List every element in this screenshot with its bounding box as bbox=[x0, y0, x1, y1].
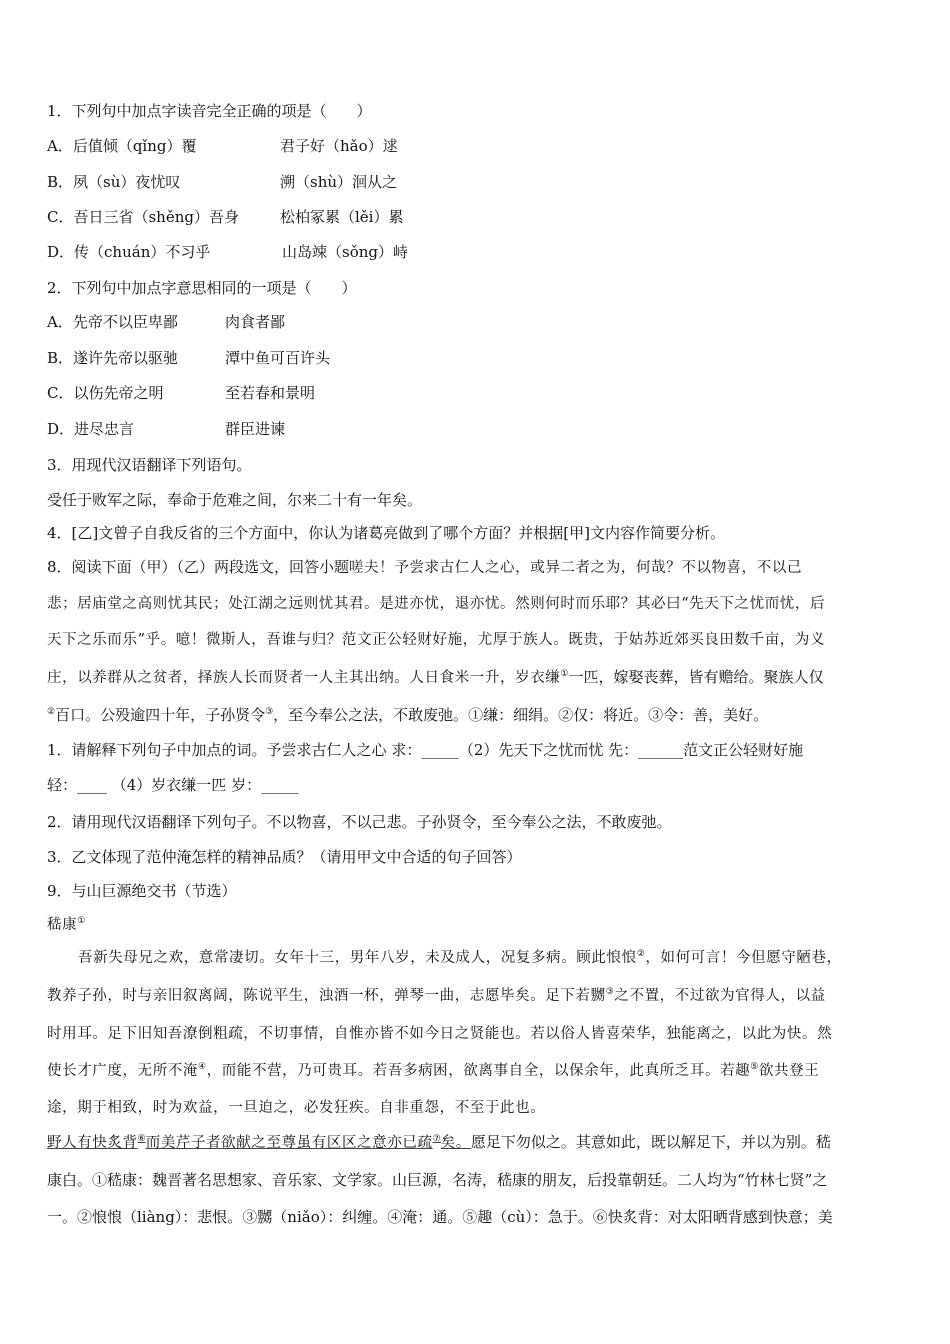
option-label: C．以伤先帝之明 bbox=[47, 384, 164, 402]
passage-text: 吾新失母兄之欢，意常凄切。女年十三，男年八岁，未及成人，况复多病。顾此悢悢 bbox=[78, 950, 637, 966]
option-label: B．遂许先帝以驱驰 bbox=[47, 349, 179, 367]
q8-intro-line bbox=[47, 555, 802, 580]
footnote-marker: ③ bbox=[605, 987, 615, 998]
option-right: 山岛竦（sǒng）峙 bbox=[282, 243, 408, 261]
passage-text: 愿足下勿似之。其意如此，既以解足下，并以为别。嵇 bbox=[470, 1133, 831, 1151]
footnote-marker: ① bbox=[77, 916, 86, 927]
q1-option-b bbox=[47, 170, 398, 194]
passage-line: 途，期于相致，时为欢益，一旦迫之，必发狂疾。自非重怨，不至于此也。 bbox=[47, 1100, 546, 1116]
option-right: 至若春和景明 bbox=[225, 384, 316, 402]
underlined-text: 矣。 bbox=[440, 1135, 471, 1151]
q2-option-c bbox=[47, 381, 316, 405]
passage-text: 庄，以养群从之贫者，择族人长而贤者一人主其出纳。人日食米一升，岁衣缣 bbox=[47, 670, 561, 686]
author-name: 嵇康 bbox=[47, 917, 78, 933]
passage-line: 嗟夫！予尝求古仁人之心，或异二者之为，何哉？不以物喜，不以己 bbox=[349, 560, 803, 576]
option-right: 群臣进谏 bbox=[225, 420, 286, 438]
passage-text: 使长才广度，无所不淹 bbox=[47, 1063, 198, 1079]
q2-stem: 2．下列句中加点字意思相同的一项是（ ） bbox=[47, 279, 357, 297]
q8-intro: 8．阅读下面（甲）（乙）两段选文，回答小题 bbox=[47, 558, 350, 576]
passage-text: 百口。公殁逾四十年，子孙贤令 bbox=[55, 706, 266, 724]
passage-text: 欲共登王 bbox=[758, 1063, 820, 1079]
footnote-marker: ② bbox=[636, 949, 646, 960]
q9-author bbox=[47, 913, 86, 937]
underlined-text: 而美芹子者欲献之至尊虽有区区之意亦已疏 bbox=[145, 1135, 433, 1151]
option-label: D．进尽忠言 bbox=[47, 420, 135, 438]
option-label: D．传（chuán）不习乎 bbox=[47, 243, 211, 261]
q2-option-b bbox=[47, 346, 331, 370]
passage-text: 教养子孙，时与亲旧叙离阔，陈说平生，浊酒一杯，弹琴一曲，志愿毕矣。足下若嬲 bbox=[47, 988, 606, 1004]
passage-text: ，至今奉公之法，不敢废弛。①缣：细绢。②仅：将近。③令：善，美好。 bbox=[273, 706, 769, 724]
q4-stem: 4．[乙]文曾子自我反省的三个方面中，你认为诸葛亮做到了哪个方面？并根据[甲]文内容作简要分析。 bbox=[47, 524, 725, 542]
option-right: 君子好（hǎo）逑 bbox=[280, 137, 398, 155]
passage-line: 天下之乐而乐”乎。噫！微斯人，吾谁与归？范文正公轻财好施，尤厚于族人。既贵，于姑苏近郊买良田数千亩，为义 bbox=[47, 632, 826, 648]
option-right: 肉食者鄙 bbox=[225, 313, 286, 331]
q8-sub3: 3．乙文体现了范仲淹怎样的精神品质？（请用甲文中合适的句子回答） bbox=[47, 848, 522, 866]
q3-stem: 3．用现代汉语翻译下列语句。 bbox=[47, 456, 252, 474]
footnote-marker: ④ bbox=[198, 1062, 207, 1073]
option-label: C．吾日三省（shěng）吾身 bbox=[47, 208, 239, 226]
passage-line bbox=[78, 946, 842, 970]
footnote-marker: ⑥ bbox=[137, 1134, 146, 1144]
footnote-line: 一。②悢悢（liàng）：悲恨。③嬲（niǎo）：纠缠。④淹：通。⑤趣（cù）：急于。⑥快炙背：对太阳晒背感到快意；美 bbox=[47, 1208, 833, 1226]
option-label: A．先帝不以臣卑鄙 bbox=[47, 313, 178, 331]
footnote-marker: ② bbox=[47, 707, 56, 717]
option-label: A．后值倾（qǐng）覆 bbox=[47, 137, 197, 155]
q2-option-a bbox=[47, 310, 286, 334]
q9-title: 9．与山巨源绝交书（节选） bbox=[47, 882, 237, 900]
q3-sentence: 受任于败军之际，奉命于危难之间，尔来二十有一年矣。 bbox=[47, 491, 423, 509]
option-right: 松柏冢累（lěi）累 bbox=[280, 208, 404, 226]
passage-text: 之不置，不过欲为官得人，以益 bbox=[614, 988, 826, 1004]
q8-sub1-cont: 轻：____ （4）岁衣缣一匹 岁：_____ bbox=[47, 776, 299, 794]
passage-text: 一匹，嫁娶丧葬，皆有赡给。聚族人仅 bbox=[568, 668, 824, 686]
option-right: 溯（shù）洄从之 bbox=[280, 173, 398, 191]
option-label: B．夙（sù）夜忧叹 bbox=[47, 173, 181, 191]
q1-stem: 1．下列句中加点字读音完全正确的项是（ ） bbox=[47, 102, 372, 120]
footnote-line: 康白。①嵇康：魏晋著名思想家、音乐家、文学家。山巨源，名涛，嵇康的朋友，后投靠朝廷。二人均为“竹林七贤”之 bbox=[47, 1171, 828, 1189]
footnote-marker: ③ bbox=[265, 707, 274, 717]
footnote-marker: ① bbox=[560, 669, 569, 679]
passage-line bbox=[47, 665, 824, 690]
q8-sub2: 2．请用现代汉语翻译下列句子。不以物喜，不以己悲。子孙贤令，至今奉公之法，不敢废弛。 bbox=[47, 813, 672, 831]
passage-text: ，而能不营，乃可贵耳。若吾多病困，欲离事自全，以保余年，此真所乏耳。若趣 bbox=[206, 1063, 751, 1079]
q1-option-d bbox=[47, 240, 408, 264]
passage-line bbox=[47, 1130, 831, 1155]
passage-line bbox=[47, 984, 826, 1008]
passage-line: 悲；居庙堂之高则忧其民；处江湖之远则忧其君。是进亦忧，退亦忧。然则何时而乐耶？其必曰“先天下之忧而忧，后 bbox=[47, 596, 826, 612]
passage-line bbox=[47, 1059, 819, 1083]
passage-line: 时用耳。足下旧知吾潦倒粗疏，不切事情，自惟亦皆不如今日之贤能也。若以俗人皆喜荣华，独能离之，以此为快。然 bbox=[47, 1026, 833, 1042]
passage-line bbox=[47, 703, 768, 727]
passage-text: ，如何可言！今但愿守陋巷， bbox=[645, 950, 842, 966]
q1-option-c bbox=[47, 205, 404, 229]
q1-option-a bbox=[47, 134, 398, 158]
q2-option-d bbox=[47, 417, 286, 441]
underlined-text: 野人有快炙背 bbox=[47, 1135, 138, 1151]
footnote-marker: ⑤ bbox=[750, 1062, 759, 1073]
option-right: 潭中鱼可百许头 bbox=[225, 349, 331, 367]
footnote-marker: ⑦ bbox=[432, 1134, 441, 1144]
q8-sub1: 1．请解释下列句子中加点的词。予尝求古仁人之心 求：_____（2）先天下之忧而忧 先：______范文正公轻财好施 bbox=[47, 741, 804, 759]
